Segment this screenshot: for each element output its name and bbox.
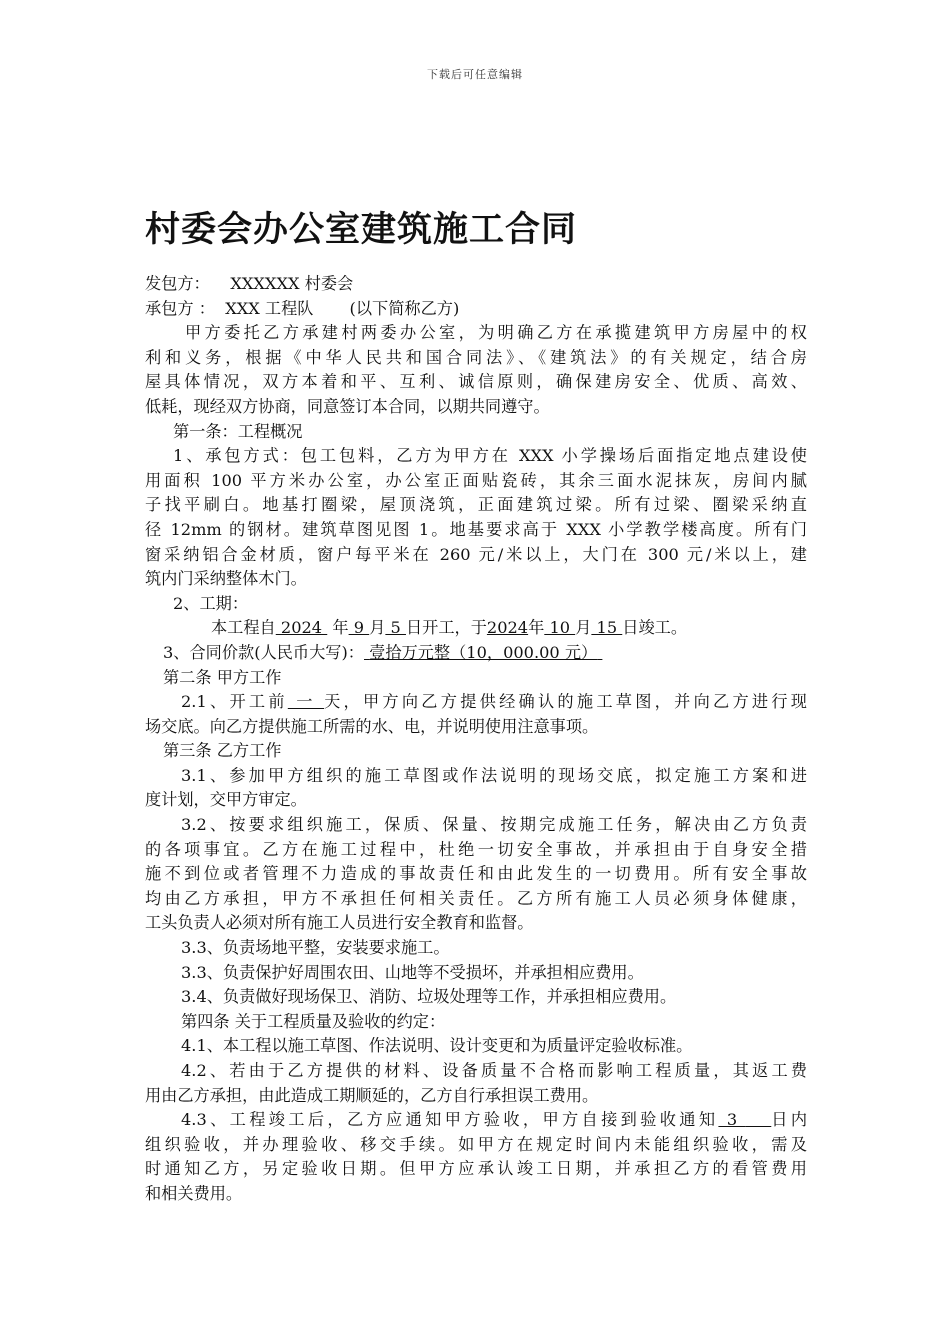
article-3-heading: 第三条 乙方工作 xyxy=(163,741,282,761)
end-day: 15 xyxy=(591,618,623,638)
article-4-3-line xyxy=(145,1108,807,1133)
article-4-3-line: 组织验收，并办理验收、移交手续。如甲方在规定时间内未能组织验收，需及 xyxy=(145,1134,807,1154)
article-1-1-line: 径 12mm 的钢材。建筑草图见图 1。地基要求高于 XXX 小学教学楼高度。所有门 xyxy=(145,519,807,539)
article-1-1-line: 1、承包方式：包工包料，乙方为甲方在 XXX 小学操场后面指定地点建设使 xyxy=(173,446,807,466)
intro-line: 屋具体情况，双方本着和平、互利、诚信原则，确保建房安全、优质、高效、 xyxy=(145,372,807,392)
contractor-line xyxy=(145,297,807,322)
article-3-2-line: 3.2、按要求组织施工，保质、保量、按期完成施工任务，解决由乙方负责 xyxy=(181,815,807,835)
article-4-2-line: 4.2、若由于乙方提供的材料、设备质量不合格而影响工程质量，其返工费 xyxy=(181,1061,807,1080)
article-3-3-line: 3.3、负责场地平整，安装要求施工。 xyxy=(181,938,450,958)
month-char: 月 xyxy=(575,618,592,638)
acceptance-days: 3 xyxy=(718,1110,746,1130)
article-4-3-line: 和相关费用。 xyxy=(145,1183,243,1203)
article-2-1-suffix: 天，甲方向乙方提供经确认的施工草图，并向乙方进行现 xyxy=(324,692,807,712)
year-char: 年 xyxy=(332,618,349,638)
article-4-heading: 第四条 关于工程质量及验收的约定： xyxy=(181,1011,446,1031)
intro-line: 利和义务，根据《中华人民共和国合同法》、《建筑法》的有关规定，结合房 xyxy=(145,347,807,367)
price-amount: 壹拾万元整（10，000.00 元） xyxy=(369,642,598,662)
article-3-2-line: 均由乙方承担，甲方不承担任何相关责任。乙方所有施工人员必须身体健康， xyxy=(145,888,807,908)
article-3-2-line: 工头负责人必须对所有施工人员进行安全教育和监督。 xyxy=(145,913,534,933)
intro-line: 低耗，现经双方协商，同意签订本合同，以期共同遵守。 xyxy=(145,396,550,416)
article-3-2-line: 施不到位或者管理不力造成的事故责任和由此发生的一切费用。所有安全事故 xyxy=(145,864,807,884)
article-2-1-prefix: 2.1、开工前 xyxy=(181,692,288,712)
article-3-3-line: 3.3、负责保护好周围农田、山地等不受损坏，并承担相应费用。 xyxy=(181,962,644,982)
employer-line xyxy=(145,272,807,297)
handover-days: 一 xyxy=(287,692,325,712)
schedule-end-suffix: 日竣工。 xyxy=(622,618,688,638)
schedule-line xyxy=(145,616,807,641)
contractor-alias: (以下简称乙方) xyxy=(349,298,460,318)
schedule-start-suffix: 日开工，于 xyxy=(405,618,487,638)
article-4-3-prefix: 4.3、工程竣工后，乙方应通知甲方验收，甲方自接到验收通知 xyxy=(181,1110,719,1130)
end-month: 10 xyxy=(544,618,576,638)
contractor-name: XXX 工程队 xyxy=(225,298,314,318)
start-day: 5 xyxy=(385,618,406,638)
employer-label: 发包方： xyxy=(145,274,210,293)
start-year: 2024 xyxy=(275,618,328,638)
month-char: 月 xyxy=(369,618,386,638)
document-title: 村委会办公室建筑施工合同 xyxy=(145,210,578,250)
year-char: 年 xyxy=(528,618,545,638)
article-1-heading: 第一条：工程概况 xyxy=(173,421,303,441)
article-4-1-line: 4.1、本工程以施工草图、作法说明、设计变更和为质量评定验收标准。 xyxy=(181,1036,693,1056)
article-2-1-line xyxy=(145,690,807,715)
article-4-3-suffix: 日内 xyxy=(771,1110,808,1130)
article-1-1-line: 用面积 100 平方米办公室，办公室正面贴瓷砖，其余三面水泥抹灰，房间内腻 xyxy=(145,470,807,490)
article-1-1-line: 子找平刷白。地基打圈梁，屋顶浇筑，正面建筑过梁。所有过梁、圈梁采纳直 xyxy=(145,495,807,515)
article-4-2-line: 用由乙方承担，由此造成工期顺延的，乙方自行承担误工费用。 xyxy=(145,1085,599,1105)
contract-body xyxy=(145,272,807,1207)
article-3-1-line: 度计划，交甲方审定。 xyxy=(145,790,307,810)
article-1-2-heading: 2、工期： xyxy=(173,593,249,613)
article-4-3-line: 时通知乙方，另定验收日期。但甲方应承认竣工日期，并承担乙方的看管费用 xyxy=(145,1159,807,1179)
price-label: 3、合同价款(人民币大写)： xyxy=(163,642,364,662)
intro-line: 甲方委托乙方承建村两委办公室，为明确乙方在承揽建筑甲方房屋中的权 xyxy=(185,323,807,343)
price-line xyxy=(145,641,807,666)
start-month: 9 xyxy=(348,618,370,638)
schedule-prefix: 本工程自 xyxy=(211,618,276,638)
article-1-1-line: 筑内门采纳整体木门。 xyxy=(145,569,307,589)
article-1-1-line: 窗采纳铝合金材质，窗户每平米在 260 元/米以上，大门在 300 元/米以上，建 xyxy=(145,544,807,564)
article-2-heading: 第二条 甲方工作 xyxy=(163,667,282,687)
article-3-2-line: 的各项事宜。乙方在施工过程中，杜绝一切安全事故，并承担由于自身安全措 xyxy=(145,839,807,859)
end-year: 2024 xyxy=(486,618,529,638)
employer-name: XXXXXX 村委会 xyxy=(230,274,354,293)
contractor-label: 承包方 ： xyxy=(145,298,215,318)
article-3-4-line: 3.4、负责做好现场保卫、消防、垃圾处理等工作，并承担相应费用。 xyxy=(181,987,677,1007)
article-2-1-line: 场交底。向乙方提供施工所需的水、电，并说明使用注意事项。 xyxy=(145,716,599,736)
page-header-note: 下载后可任意编辑 xyxy=(427,68,523,81)
article-3-1-line: 3.1、参加甲方组织的施工草图或作法说明的现场交底，拟定施工方案和进 xyxy=(181,765,807,785)
